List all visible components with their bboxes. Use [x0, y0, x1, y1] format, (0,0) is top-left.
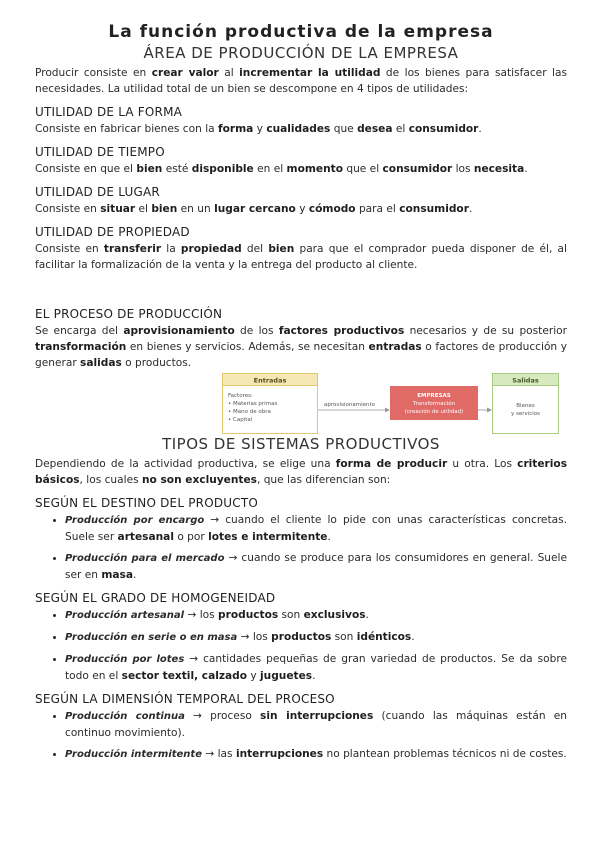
list-item: • Producción continua → proceso sin interrupciones (cuando las máquinas están en continuo movimiento). — [65, 708, 567, 741]
utilidad-propiedad-heading: UTILIDAD DE PROPIEDAD — [35, 225, 190, 239]
empresas-sub2: (creación de utilidad) — [404, 409, 464, 415]
temporal-heading: SEGÚN LA DIMENSIÓN TEMPORAL DEL PROCESO — [35, 692, 335, 706]
arrow-label: aprovisionamiento — [324, 402, 376, 408]
list-item: • Producción intermitente → las interrupciones no plantean problemas técnicos ni de costes. — [65, 746, 567, 763]
list-item: • Producción por encargo → cuando el cliente lo pide con unas características concretas. Suele ser artesanal o por lotes e intermitente. — [65, 512, 567, 545]
factores-label: Factores: — [228, 393, 253, 399]
empresas-title: EMPRESAS — [417, 393, 451, 399]
destino-heading: SEGÚN EL DESTINO DEL PRODUCTO — [35, 496, 259, 510]
factor-item: • Mano de obra — [228, 409, 271, 415]
factor-item: • Materias primas — [228, 401, 278, 407]
salidas-item: y servicios — [510, 411, 541, 417]
arrow-head — [487, 408, 492, 413]
salidas-item: Bienes — [516, 403, 535, 409]
tipos-heading: TIPOS DE SISTEMAS PRODUCTIVOS — [162, 435, 440, 453]
utilidad-lugar-heading: UTILIDAD DE LUGAR — [35, 185, 160, 199]
utilidad-forma-text: Consiste en fabricar bienes con la forma y cualidades que desea el consumidor. — [35, 123, 482, 135]
utilidad-tiempo-heading: UTILIDAD DE TIEMPO — [35, 145, 165, 159]
list-item: • Producción para el mercado → cuando se produce para los consumidores en general. Suele ser en masa. — [65, 550, 567, 583]
homogeneidad-list — [35, 607, 567, 684]
homogeneidad-heading: SEGÚN EL GRADO DE HOMOGENEIDAD — [35, 591, 276, 605]
proceso-diagram — [222, 373, 559, 435]
utilidad-forma-heading: UTILIDAD DE LA FORMA — [35, 105, 183, 119]
salidas-title: Salidas — [512, 376, 539, 385]
empresas-sub1: Transformación — [412, 401, 456, 407]
list-item: • Producción en serie o en masa → los productos son idénticos. — [65, 629, 567, 646]
list-item: • Producción por lotes → cantidades pequeñas de gran variedad de productos. Se da sobre todo en el sector textil, calzado y juguetes. — [65, 651, 567, 684]
utilidad-tiempo-text: Consiste en que el bien esté disponible en el momento que el consumidor los necesita. — [35, 163, 528, 175]
destino-list — [35, 512, 567, 583]
utilidad-lugar-text: Consiste en situar el bien en un lugar cercano y cómodo para el consumidor. — [35, 203, 473, 215]
list-item: • Producción artesanal → los productos son exclusivos. — [65, 607, 567, 624]
page-title: La función productiva de la empresa — [108, 22, 494, 42]
proceso-diagram-svg — [222, 373, 559, 435]
proceso-text: Se encarga del aprovisionamiento de los factores productivos necesarios y de su posterior transformación en bienes y servicios. Además, se necesitan entradas o factores de producción y generar salidas o productos. — [35, 325, 567, 369]
arrow-head — [385, 408, 390, 413]
utilidad-propiedad-text: Consiste en transferir la propiedad del bien para que el comprador pueda disponer de él, al facilitar la formalización de la venta y la entrega del producto al cliente. — [35, 243, 567, 271]
proceso-heading: EL PROCESO DE PRODUCCIÓN — [35, 307, 223, 321]
proceso-section — [35, 323, 567, 423]
entradas-title: Entradas — [253, 376, 287, 385]
factor-item: • Capital — [228, 417, 253, 423]
area-heading: ÁREA DE PRODUCCIÓN DE LA EMPRESA — [143, 44, 459, 62]
tipos-intro: Dependiendo de la actividad productiva, se elige una forma de producir u otra. Los criterios básicos, los cuales no son excluyentes, que las diferencian son: — [35, 458, 567, 486]
area-intro: Producir consiste en crear valor al incrementar la utilidad de los bienes para satisfacer las necesidades. La utilidad total de un bien se descompone en 4 tipos de utilidades: — [35, 67, 567, 95]
temporal-list — [35, 708, 567, 763]
